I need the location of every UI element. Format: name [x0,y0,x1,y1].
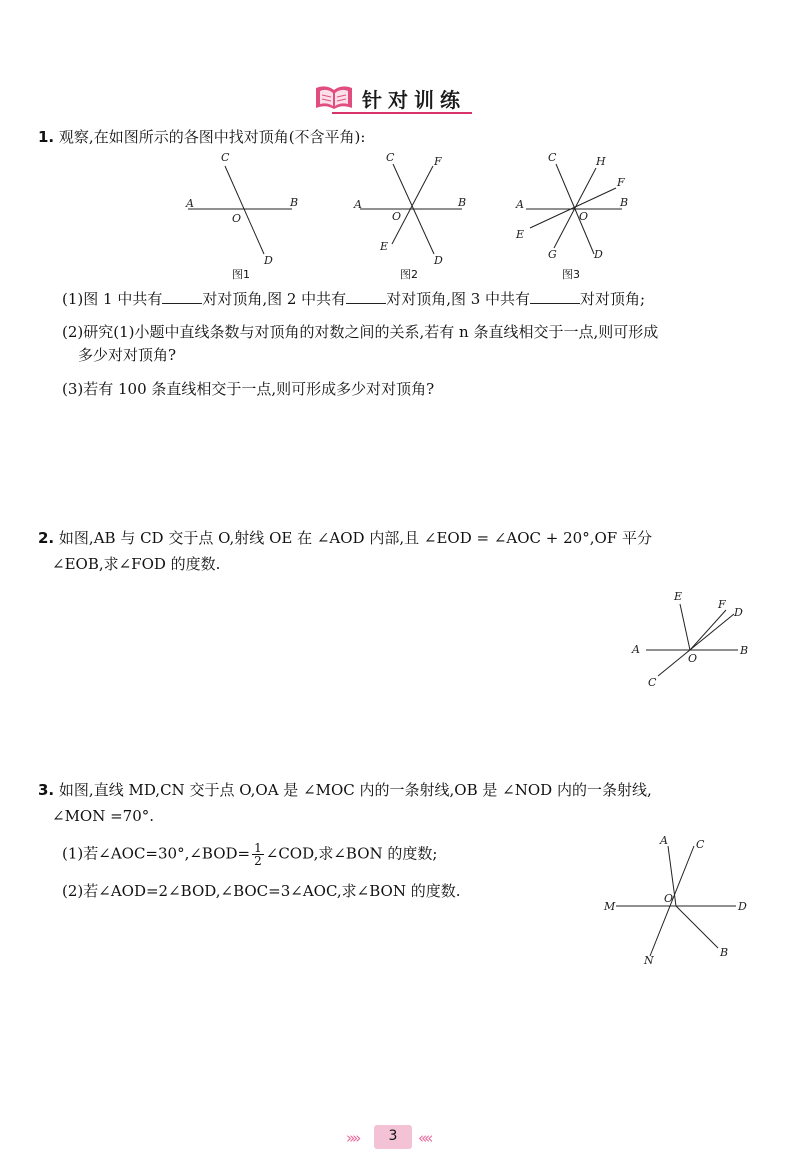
q3-part1-a: (1)若∠AOC=30°,∠BOD= [62,844,251,863]
section-title: 针对训练 [362,88,466,112]
q2-number: 2. [38,529,55,547]
left-chevrons-icon: »» [346,1129,359,1147]
fig3-caption: 图3 [562,268,580,281]
q3-label-C: C [696,838,705,851]
fig2-label-C: C [386,151,395,164]
fig1-label-C: C [221,151,230,164]
q2-text-1: 如图,AB 与 CD 交于点 O,射线 OE 在 ∠AOD 内部,且 ∠EOD = ∠AOC + 20°,OF 平分 [58,529,652,547]
q3-part1 [62,842,437,867]
q3-part1-b: ∠COD,求∠BON 的度数; [265,844,438,863]
fig2-label-E: E [380,240,389,253]
q2-label-A: A [632,643,640,656]
fig1-label-B: B [290,196,299,209]
q1-part1-b: 对对顶角,图 2 中共有 [202,290,347,308]
fig1-label-A: A [186,197,194,210]
q3-line1 [38,779,652,801]
q2-label-F: F [718,598,726,611]
fig2-caption: 图2 [400,268,418,281]
fig3-label-B: B [620,196,629,209]
q1-stem-text: 观察,在如图所示的各图中找对顶角(不含平角): [58,128,366,146]
q3-label-A: A [660,834,668,847]
fig2-label-D: D [434,254,443,267]
q2-label-E: E [674,590,683,603]
q1-part3: (3)若有 100 条直线相交于一点,则可形成多少对对顶角? [62,380,435,398]
q1-number: 1. [38,128,55,146]
fraction-numerator: 1 [254,841,262,855]
q2-label-B: B [740,644,749,657]
q3-label-D: D [738,900,747,913]
fig3-label-C: C [548,151,557,164]
q2-label-O: O [688,652,698,665]
q2-line1 [38,527,652,549]
fig3-label-F: F [617,176,625,189]
q1-figure-2 [350,148,480,278]
answer-blank-fig3[interactable] [530,289,580,304]
q3-figure [600,830,760,970]
fig2-label-B: B [458,196,467,209]
q1-part2-line1: (2)研究(1)小题中直线条数与对顶角的对数之间的关系,若有 n 条直线相交于一点,则可形成 [62,323,659,341]
fig1-caption: 图1 [232,268,250,281]
fig3-label-A: A [516,198,524,211]
q3-label-B: B [720,946,729,959]
fig3-label-O: O [579,210,589,223]
q3-number: 3. [38,781,55,799]
q3-line2: ∠MON =70°. [52,807,155,825]
fig3-label-H: H [596,155,606,168]
fraction-denominator: 2 [254,854,262,868]
q2-label-C: C [648,676,657,689]
right-chevrons-icon: «« [418,1129,431,1147]
fraction-half [252,842,264,867]
fig3-label-G: G [548,248,557,261]
fig3-label-D: D [594,248,603,261]
q1-part1-c: 对对顶角,图 3 中共有 [386,290,531,308]
q2-figure [628,588,758,693]
q1-stem [38,126,365,148]
answer-blank-fig1[interactable] [162,289,202,304]
q1-part2-line2: 多少对对顶角? [78,346,177,364]
q3-label-O: O [664,892,674,905]
fig2-label-O: O [392,210,402,223]
q3-text-1: 如图,直线 MD,CN 交于点 O,OA 是 ∠MOC 内的一条射线,OB 是 ∠NOD 内的一条射线, [58,781,652,799]
q1-part1-a: (1)图 1 中共有 [62,290,163,308]
q3-label-N: N [644,954,654,967]
page-number: 3 [388,1128,398,1144]
fig1-label-D: D [264,254,273,267]
fig3-label-E: E [516,228,525,241]
q1-part1-d: 对对顶角; [580,290,646,308]
q3-label-M: M [604,900,616,913]
fig1-label-O: O [232,212,242,225]
book-icon [312,82,358,112]
fig2-label-F: F [434,155,442,168]
q1-figure-1 [180,148,310,278]
fig2-label-A: A [354,198,362,211]
q1-figure-3 [510,148,640,278]
q3-part2: (2)若∠AOD=2∠BOD,∠BOC=3∠AOC,求∠BON 的度数. [62,882,461,900]
q2-line2: ∠EOB,求∠FOD 的度数. [52,555,221,573]
title-underline [332,112,472,114]
q1-part1 [62,288,645,310]
q2-label-D: D [734,606,743,619]
answer-blank-fig2[interactable] [346,289,386,304]
